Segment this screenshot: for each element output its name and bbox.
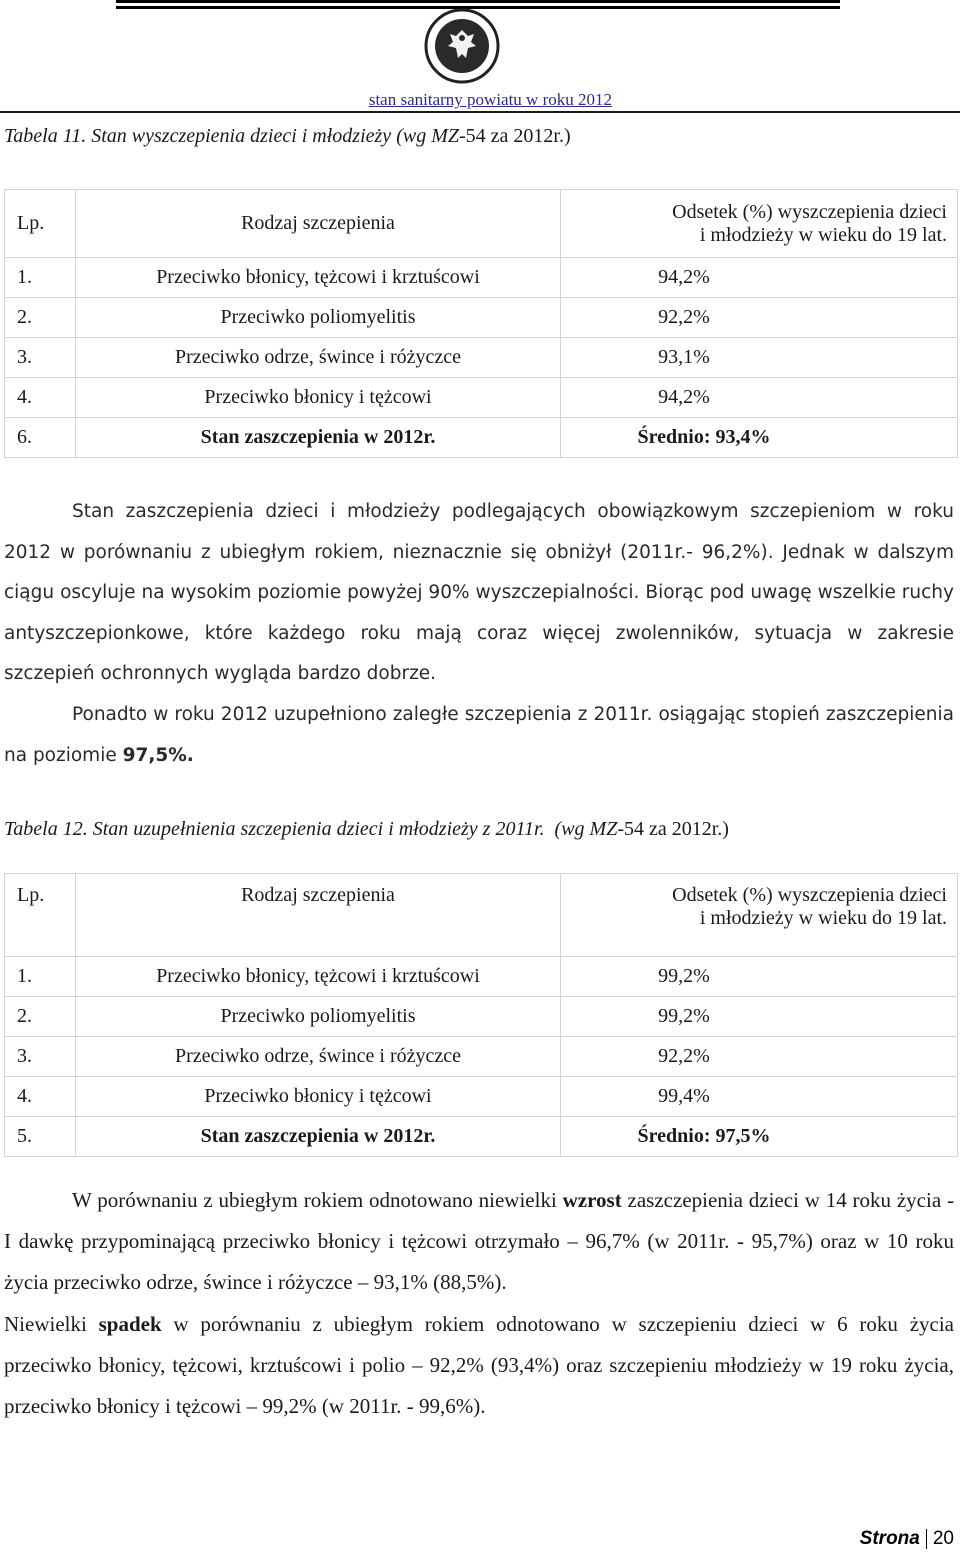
row-pct-value: 94,2%: [658, 386, 710, 408]
row-lp: 2.: [5, 298, 76, 338]
increase-text-end: zaszczepienia dzieci w 14 roku życia - I dawkę przypominającą przeciwko błonicy i tężcowi otrzymało – 96,7% (w 2011r. - 95,7%) oraz w 10 roku życia przeciwko odrze, śwince i różyczce – 93,1% (88,5%).: [4, 1188, 954, 1295]
row-lp: 4.: [5, 378, 76, 418]
table-11-caption-italic: Tabela 11. Stan wyszczepienia dzieci i młodzieży (wg MZ-: [4, 125, 466, 147]
vaccination-table-11: [4, 189, 958, 458]
table-11-caption: [4, 125, 571, 148]
header-caption[interactable]: stan sanitarny powiatu w roku 2012: [368, 90, 612, 109]
summary-pct: [561, 418, 958, 458]
page-label: Strona: [859, 1528, 920, 1549]
table-row: [5, 258, 958, 298]
summary-lp: 6.: [5, 418, 76, 458]
row-pct-value: 93,1%: [658, 346, 710, 368]
summary-lp: 5.: [5, 1117, 76, 1157]
row-pct: [561, 1037, 958, 1077]
table-header-row: [5, 190, 958, 258]
row-pct: [561, 338, 958, 378]
header-pct: [561, 190, 958, 258]
table-row: [5, 997, 958, 1037]
header-pct-line2: i młodzieży w wieku do 19 lat.: [699, 907, 947, 929]
table-11-caption-tail: 54 za 2012r.): [465, 125, 571, 147]
header-lp: Lp.: [5, 190, 76, 258]
paragraph-2-increase: [4, 1180, 954, 1304]
header-name: Rodzaj szczepienia: [76, 190, 561, 258]
paragraph-1-supplement: [4, 695, 954, 776]
header-divider: [0, 111, 960, 113]
table-row: [5, 378, 958, 418]
paragraph-1: [4, 492, 954, 776]
row-pct: [561, 258, 958, 298]
row-pct-value: 99,2%: [658, 1005, 710, 1027]
row-name: Przeciwko błonicy, tężcowi i krztuścowi: [76, 258, 561, 298]
increase-text-start: W porównaniu z ubiegłym rokiem odnotowano niewielki: [72, 1188, 563, 1212]
vaccination-table-12: [4, 873, 958, 1157]
header-pct-line2: i młodzieży w wieku do 19 lat.: [699, 223, 947, 246]
paragraph-1-supplement-text: Ponadto w roku 2012 uzupełniono zaległe szczepienia z 2011r. osiągając stopień zaszczepienia na poziomie: [4, 703, 954, 766]
table-row: [5, 957, 958, 997]
summary-pct-value: Średnio: 93,4%: [637, 426, 771, 448]
row-name: Przeciwko poliomyelitis: [76, 997, 561, 1037]
row-name: Przeciwko odrze, śwince i różyczce: [76, 338, 561, 378]
decrease-keyword: spadek: [98, 1311, 162, 1336]
row-pct-value: 92,2%: [658, 1045, 710, 1067]
eagle-emblem-icon: [424, 8, 500, 84]
table-row: [5, 1037, 958, 1077]
header-pct-line1: Odsetek (%) wyszczepienia dzieci: [672, 200, 947, 223]
table-12-caption-tail: 54 za 2012r.): [623, 818, 729, 840]
row-lp: 1.: [5, 957, 76, 997]
row-lp: 3.: [5, 1037, 76, 1077]
paragraph-1-text: Stan zaszczepienia dzieci i młodzieży podlegających obowiązkowym szczepieniom w roku 2012 w porównaniu z ubiegłym rokiem, nieznacznie się obniżył (2011r.- 96,2%). Jednak w dalszym ciągu oscyluje na wysokim poziomie powyżej 90% wyszczepialności. Biorąc pod uwagę wszelkie ruchy antyszczepionkowe, które każdego roku mają coraz więcej zwolenników, sytuacja w zakresie szczepień ochronnych wygląda bardzo dobrze.: [4, 501, 954, 685]
page-separator: [926, 1529, 927, 1549]
row-pct-value: 99,2%: [658, 965, 710, 987]
page-number-value: 20: [932, 1528, 954, 1549]
table-row: [5, 298, 958, 338]
row-pct: [561, 298, 958, 338]
paragraph-2-decrease: [4, 1304, 954, 1428]
table-row: [5, 1077, 958, 1117]
table-12-caption-italic-tail: (wg MZ-: [554, 818, 624, 840]
row-lp: 1.: [5, 258, 76, 298]
header-name: Rodzaj szczepienia: [76, 874, 561, 957]
summary-name: Stan zaszczepienia w 2012r.: [76, 418, 561, 458]
header-pct-line1: Odsetek (%) wyszczepienia dzieci: [672, 884, 947, 906]
row-name: Przeciwko błonicy, tężcowi i krztuścowi: [76, 957, 561, 997]
page-number: [860, 1528, 954, 1550]
row-pct-value: 99,4%: [658, 1085, 710, 1107]
row-pct: [561, 957, 958, 997]
row-lp: 2.: [5, 997, 76, 1037]
row-name: Przeciwko poliomyelitis: [76, 298, 561, 338]
row-name: Przeciwko błonicy i tężcowi: [76, 378, 561, 418]
table-summary-row: [5, 418, 958, 458]
increase-keyword: wzrost: [562, 1188, 622, 1212]
decrease-text-end: w porównaniu z ubiegłym rokiem odnotowano w szczepieniu dzieci w 6 roku życia przeciwko błonicy, tężcowi, krztuścowi i polio – 92,2% (93,4%) oraz szczepieniu młodzieży w 19 roku życia, przeciwko błonicy i tężcowi – 99,2% (w 2011r. - 99,6%).: [4, 1311, 954, 1419]
table-12-caption-italic: Tabela 12. Stan uzupełnienia szczepienia dzieci i młodzieży z 2011r.: [4, 818, 545, 840]
header-lp: Lp.: [5, 874, 76, 957]
table-12-caption: [4, 818, 729, 841]
row-pct: [561, 378, 958, 418]
row-lp: 4.: [5, 1077, 76, 1117]
row-lp: 3.: [5, 338, 76, 378]
table-summary-row: [5, 1117, 958, 1157]
row-pct-value: 94,2%: [658, 266, 710, 288]
decrease-text-start: Niewielki: [4, 1311, 99, 1336]
paragraph-1-supplement-bold: 97,5%.: [122, 744, 194, 766]
row-pct: [561, 1077, 958, 1117]
header-pct: [561, 874, 958, 957]
table-header-row: [5, 874, 958, 957]
summary-pct-value: Średnio: 97,5%: [637, 1125, 771, 1147]
summary-pct: [561, 1117, 958, 1157]
row-pct-value: 92,2%: [658, 306, 710, 328]
row-name: Przeciwko odrze, śwince i różyczce: [76, 1037, 561, 1077]
paragraph-2: [4, 1180, 954, 1427]
table-row: [5, 338, 958, 378]
summary-name: Stan zaszczepienia w 2012r.: [76, 1117, 561, 1157]
row-name: Przeciwko błonicy i tężcowi: [76, 1077, 561, 1117]
row-pct: [561, 997, 958, 1037]
